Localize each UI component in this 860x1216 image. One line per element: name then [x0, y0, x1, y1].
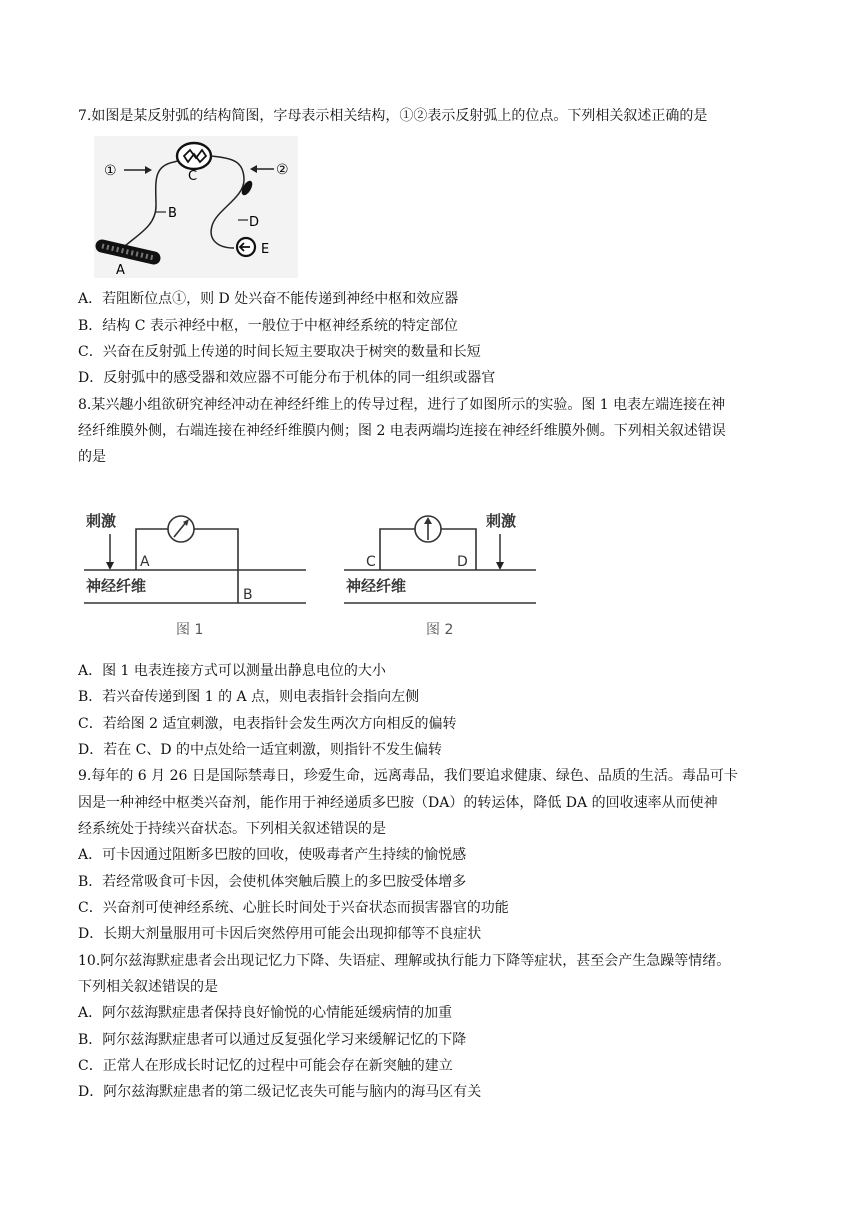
q9-option-c: C．兴奋剂可使神经系统、心脏长时间处于兴奋状态而损害器官的功能 [78, 900, 509, 916]
figure-1-diagram [80, 500, 310, 644]
q10-option-d: D．阿尔兹海默症患者的第二级记忆丧失可能与脑内的海马区有关 [78, 1084, 482, 1100]
q10-option-c: C．正常人在形成长时记忆的过程中可能会存在新突触的建立 [78, 1058, 453, 1074]
fig2-fiber-label: 神经纤维 [346, 577, 407, 595]
fig1-point-A: A [140, 554, 150, 570]
fig1-caption: 图 1 [176, 622, 204, 638]
q9-stem-line-1: 9.每年的 6 月 26 日是国际禁毒日，珍爱生命，远离毒品，我们要追求健康、绿色、品质的生活。毒品可卡 [78, 768, 738, 784]
point-2-label: ② [276, 162, 289, 178]
fig1-fiber-label: 神经纤维 [86, 577, 147, 595]
q10-option-a: A．阿尔兹海默症患者保持良好愉悦的心情能延缓病情的加重 [78, 1005, 453, 1021]
label-C: C [188, 169, 198, 184]
q9-option-b: B．若经常吸食可卡因，会使机体突触后膜上的多巴胺受体增多 [78, 874, 467, 890]
q10-option-b: B．阿尔兹海默症患者可以通过反复强化学习来缓解记忆的下降 [78, 1032, 467, 1048]
fig2-point-D: D [457, 554, 468, 570]
fig2-point-C: C [366, 554, 376, 570]
q9-stem-line-2: 因是一种神经中枢类兴奋剂，能作用于神经递质多巴胺（DA）的转运体，降低 DA 的回收速率从而使神 [78, 795, 718, 811]
q7-option-a: A．若阻断位点①，则 D 处兴奋不能传递到神经中枢和效应器 [78, 291, 459, 307]
q8-stem-line-2: 经纤维膜外侧，右端连接在神经纤维膜内侧；图 2 电表两端均连接在神经纤维膜外侧。下列相关叙述错误 [78, 423, 726, 439]
label-A: A [116, 263, 125, 278]
reflex-arc-diagram [94, 136, 298, 278]
q8-option-b: B．若兴奋传递到图 1 的 A 点，则电表指针会指向左侧 [78, 689, 420, 705]
q7-option-d: D．反射弧中的感受器和效应器不可能分布于机体的同一组织或器官 [78, 370, 496, 386]
q8-option-d: D．若在 C、D 的中点处给一适宜刺激，则指针不发生偏转 [78, 742, 443, 758]
q9-option-d: D．长期大剂量服用可卡因后突然停用可能会出现抑郁等不良症状 [78, 926, 482, 942]
q9-option-a: A．可卡因通过阻断多巴胺的回收，使吸毒者产生持续的愉悦感 [78, 847, 467, 863]
fig1-stimulus-label: 刺激 [86, 512, 117, 530]
q8-option-c: C．若给图 2 适宜刺激，电表指针会发生两次方向相反的偏转 [78, 716, 457, 732]
fig1-point-B: B [243, 587, 253, 603]
q8-stem-line-1: 8.某兴趣小组欲研究神经冲动在神经纤维上的传导过程，进行了如图所示的实验。图 1 电表左端连接在神 [78, 397, 726, 413]
point-1-label: ① [104, 163, 117, 179]
q8-stem-line-3: 的是 [78, 449, 106, 465]
q9-stem-line-3: 经系统处于持续兴奋状态。下列相关叙述错误的是 [78, 821, 386, 837]
q7-option-b: B．结构 C 表示神经中枢，一般位于中枢神经系统的特定部位 [78, 318, 458, 334]
q10-stem-line-2: 下列相关叙述错误的是 [78, 979, 218, 995]
label-E: E [261, 242, 270, 257]
label-B: B [168, 206, 177, 221]
figure-2-diagram [340, 500, 540, 644]
q8-option-a: A．图 1 电表连接方式可以测量出静息电位的大小 [78, 663, 386, 679]
label-D: D [249, 215, 260, 230]
q7-option-c: C．兴奋在反射弧上传递的时间长短主要取决于树突的数量和长短 [78, 344, 481, 360]
fig2-stimulus-label: 刺激 [486, 512, 517, 530]
q10-stem-line-1: 10.阿尔兹海默症患者会出现记忆力下降、失语症、理解或执行能力下降等症状，甚至会产生急躁等情绪。 [78, 953, 731, 969]
q7-stem: 7.如图是某反射弧的结构简图，字母表示相关结构，①②表示反射弧上的位点。下列相关叙述正确的是 [78, 108, 708, 124]
fig2-caption: 图 2 [426, 622, 454, 638]
